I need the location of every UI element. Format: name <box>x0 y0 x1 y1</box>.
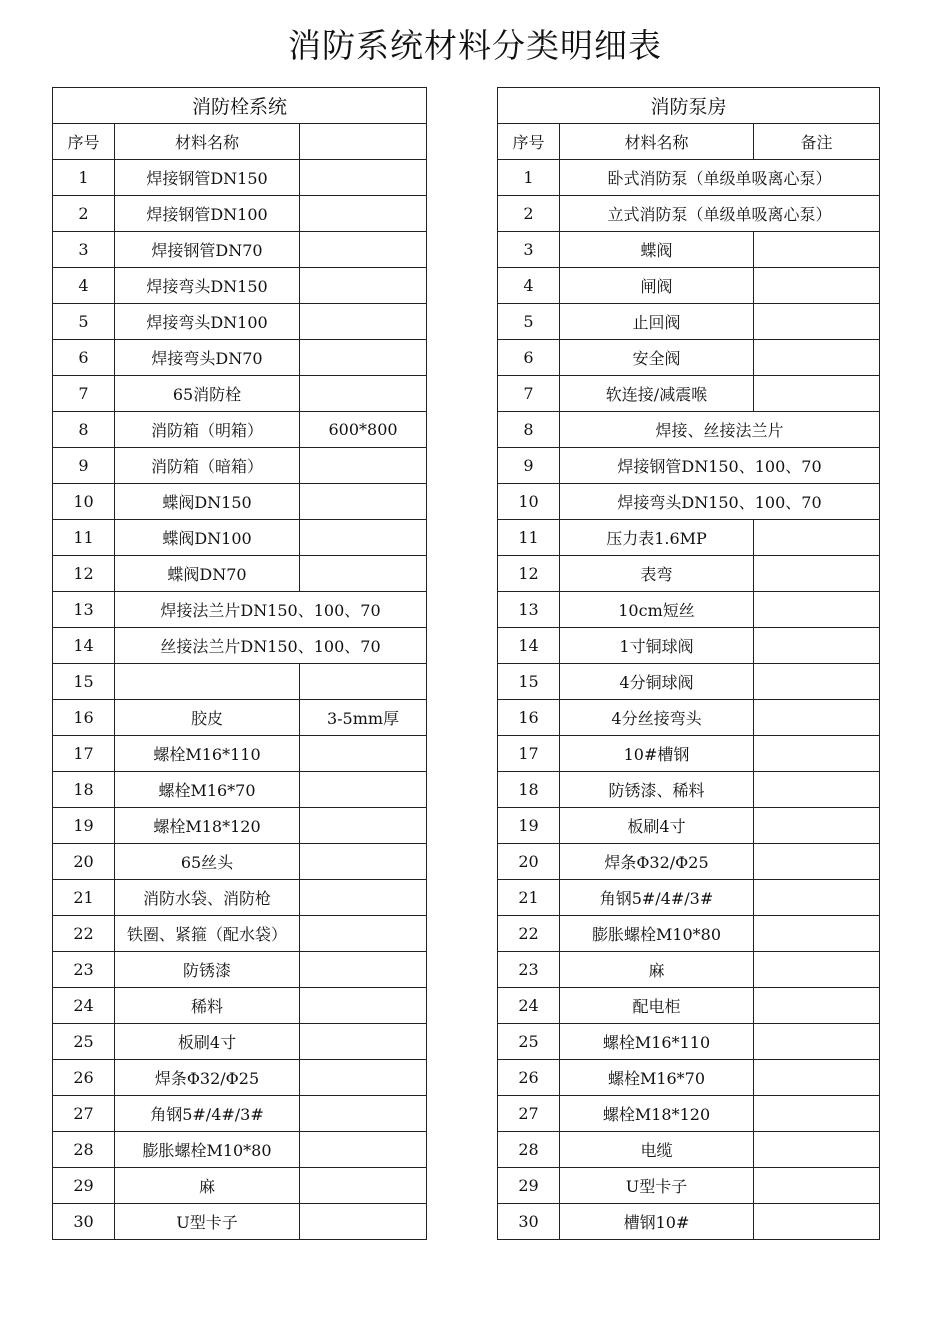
table-row <box>498 736 880 772</box>
material-note <box>300 988 427 1024</box>
row-number: 23 <box>498 952 560 988</box>
material-note <box>300 1096 427 1132</box>
material-name: 软连接/减震喉 <box>560 376 754 412</box>
table-row <box>498 628 880 664</box>
row-number: 28 <box>53 1132 115 1168</box>
material-name: 焊接、丝接法兰片 <box>560 412 880 448</box>
row-number: 9 <box>53 448 115 484</box>
table-row <box>498 1096 880 1132</box>
material-name: 槽钢10# <box>560 1204 754 1240</box>
table-row <box>498 412 880 448</box>
section-header-row <box>498 88 880 124</box>
row-number: 21 <box>498 880 560 916</box>
material-name: 蝶阀DN150 <box>115 484 300 520</box>
table-row <box>53 592 427 628</box>
table-row <box>498 880 880 916</box>
material-note <box>754 304 880 340</box>
material-note <box>754 772 880 808</box>
table-row <box>53 340 427 376</box>
material-name: 消防箱（明箱） <box>115 412 300 448</box>
row-number: 20 <box>498 844 560 880</box>
table-row <box>498 160 880 196</box>
material-note <box>300 268 427 304</box>
table-row <box>53 988 427 1024</box>
material-note <box>300 340 427 376</box>
row-number: 2 <box>53 196 115 232</box>
material-name: 4分铜球阀 <box>560 664 754 700</box>
material-name: 立式消防泵（单级单吸离心泵） <box>560 196 880 232</box>
row-number: 20 <box>53 844 115 880</box>
row-number: 3 <box>53 232 115 268</box>
table-row <box>53 700 427 736</box>
table-row <box>498 700 880 736</box>
row-number: 29 <box>498 1168 560 1204</box>
row-number: 13 <box>498 592 560 628</box>
material-name: 螺栓M16*110 <box>560 1024 754 1060</box>
material-note <box>300 484 427 520</box>
material-name: 焊接法兰片DN150、100、70 <box>115 592 427 628</box>
table-row <box>53 916 427 952</box>
material-name: 65消防栓 <box>115 376 300 412</box>
material-note <box>300 664 427 700</box>
row-number: 12 <box>498 556 560 592</box>
table-row <box>53 520 427 556</box>
material-note <box>300 196 427 232</box>
material-name: 防锈漆、稀料 <box>560 772 754 808</box>
row-number: 28 <box>498 1132 560 1168</box>
row-number: 18 <box>498 772 560 808</box>
table-row <box>53 808 427 844</box>
material-name: 焊接钢管DN150 <box>115 160 300 196</box>
material-note <box>300 556 427 592</box>
table-row <box>53 232 427 268</box>
material-note: 600*800 <box>300 412 427 448</box>
material-note <box>300 916 427 952</box>
row-number: 10 <box>498 484 560 520</box>
table-row <box>498 916 880 952</box>
material-note <box>754 1024 880 1060</box>
table-row <box>53 412 427 448</box>
material-note <box>754 916 880 952</box>
material-note <box>754 736 880 772</box>
material-name: 焊接弯头DN70 <box>115 340 300 376</box>
material-note <box>754 880 880 916</box>
table-row <box>53 1060 427 1096</box>
material-note <box>754 844 880 880</box>
table-row <box>53 736 427 772</box>
table-row <box>498 304 880 340</box>
table-row <box>53 268 427 304</box>
material-note <box>300 376 427 412</box>
material-note <box>754 1096 880 1132</box>
material-name: 焊接弯头DN150 <box>115 268 300 304</box>
column-header-row <box>498 124 880 160</box>
material-name: 螺栓M18*120 <box>560 1096 754 1132</box>
row-number: 17 <box>53 736 115 772</box>
row-number: 22 <box>53 916 115 952</box>
material-note <box>754 988 880 1024</box>
material-name: 膨胀螺栓M10*80 <box>115 1132 300 1168</box>
table-row <box>53 376 427 412</box>
col-header-name: 材料名称 <box>560 124 754 160</box>
material-note <box>754 1132 880 1168</box>
row-number: 11 <box>498 520 560 556</box>
row-number: 16 <box>498 700 560 736</box>
material-note <box>300 1204 427 1240</box>
material-note <box>754 520 880 556</box>
table-row <box>498 520 880 556</box>
material-note <box>300 736 427 772</box>
material-note <box>754 1204 880 1240</box>
material-name: 10cm短丝 <box>560 592 754 628</box>
section-title: 消防泵房 <box>498 88 880 124</box>
material-note <box>300 952 427 988</box>
row-number: 5 <box>498 304 560 340</box>
table-row <box>53 448 427 484</box>
table-row <box>53 196 427 232</box>
table-row <box>53 880 427 916</box>
material-note <box>754 1168 880 1204</box>
material-name: 表弯 <box>560 556 754 592</box>
page-title: 消防系统材料分类明细表 <box>288 26 662 65</box>
table-row <box>53 628 427 664</box>
row-number: 30 <box>53 1204 115 1240</box>
material-name: 1寸铜球阀 <box>560 628 754 664</box>
material-note <box>300 160 427 196</box>
material-note <box>300 880 427 916</box>
row-number: 24 <box>498 988 560 1024</box>
material-name: 稀料 <box>115 988 300 1024</box>
row-number: 30 <box>498 1204 560 1240</box>
material-note <box>300 1168 427 1204</box>
material-name: 止回阀 <box>560 304 754 340</box>
material-name: 卧式消防泵（单级单吸离心泵） <box>560 160 880 196</box>
table-row <box>498 1060 880 1096</box>
row-number: 23 <box>53 952 115 988</box>
table-row <box>498 484 880 520</box>
row-number: 29 <box>53 1168 115 1204</box>
material-note <box>300 1132 427 1168</box>
material-name: 焊接钢管DN150、100、70 <box>560 448 880 484</box>
material-name: 焊接钢管DN100 <box>115 196 300 232</box>
material-note <box>300 232 427 268</box>
row-number: 4 <box>498 268 560 304</box>
material-name: 蝶阀DN100 <box>115 520 300 556</box>
material-name: 麻 <box>560 952 754 988</box>
table-row <box>53 1132 427 1168</box>
row-number: 15 <box>53 664 115 700</box>
row-number: 4 <box>53 268 115 304</box>
col-header-note: 备注 <box>754 124 880 160</box>
table-row <box>498 556 880 592</box>
material-name: 焊条Φ32/Φ25 <box>115 1060 300 1096</box>
table-row <box>53 304 427 340</box>
material-name: U型卡子 <box>560 1168 754 1204</box>
table-row <box>498 268 880 304</box>
row-number: 3 <box>498 232 560 268</box>
table-row <box>53 1168 427 1204</box>
row-number: 19 <box>53 808 115 844</box>
material-name: 65丝头 <box>115 844 300 880</box>
material-name: 铁圈、紧箍（配水袋） <box>115 916 300 952</box>
row-number: 1 <box>53 160 115 196</box>
material-note <box>300 1024 427 1060</box>
table-row <box>53 952 427 988</box>
material-note <box>300 304 427 340</box>
row-number: 25 <box>53 1024 115 1060</box>
material-note <box>300 448 427 484</box>
material-name: 胶皮 <box>115 700 300 736</box>
material-name: 螺栓M16*70 <box>560 1060 754 1096</box>
pump-room-table <box>497 87 880 1240</box>
material-name: 焊接弯头DN150、100、70 <box>560 484 880 520</box>
table-row <box>498 448 880 484</box>
row-number: 7 <box>498 376 560 412</box>
material-note <box>754 232 880 268</box>
table-row <box>498 232 880 268</box>
row-number: 19 <box>498 808 560 844</box>
row-number: 21 <box>53 880 115 916</box>
material-name: U型卡子 <box>115 1204 300 1240</box>
row-number: 18 <box>53 772 115 808</box>
material-name <box>115 664 300 700</box>
table-row <box>498 376 880 412</box>
table-row <box>498 952 880 988</box>
material-name: 配电柜 <box>560 988 754 1024</box>
material-note <box>754 556 880 592</box>
row-number: 25 <box>498 1024 560 1060</box>
col-header-no: 序号 <box>498 124 560 160</box>
table-row <box>53 484 427 520</box>
material-note: 3-5mm厚 <box>300 700 427 736</box>
table-row <box>498 196 880 232</box>
material-name: 螺栓M18*120 <box>115 808 300 844</box>
material-name: 板刷4寸 <box>115 1024 300 1060</box>
material-name: 压力表1.6MP <box>560 520 754 556</box>
material-name: 板刷4寸 <box>560 808 754 844</box>
material-name: 闸阀 <box>560 268 754 304</box>
row-number: 26 <box>53 1060 115 1096</box>
row-number: 22 <box>498 916 560 952</box>
table-row <box>53 844 427 880</box>
table-row <box>498 772 880 808</box>
table-row <box>498 1132 880 1168</box>
material-name: 焊接弯头DN100 <box>115 304 300 340</box>
table-row <box>498 1204 880 1240</box>
table-row <box>53 1204 427 1240</box>
table-row <box>498 988 880 1024</box>
section-title: 消防栓系统 <box>53 88 427 124</box>
material-name: 消防水袋、消防枪 <box>115 880 300 916</box>
row-number: 7 <box>53 376 115 412</box>
row-number: 8 <box>53 412 115 448</box>
table-row <box>498 592 880 628</box>
material-note <box>300 520 427 556</box>
material-note <box>754 1060 880 1096</box>
material-note <box>754 952 880 988</box>
material-note <box>754 340 880 376</box>
row-number: 6 <box>498 340 560 376</box>
material-name: 角钢5#/4#/3# <box>115 1096 300 1132</box>
row-number: 27 <box>498 1096 560 1132</box>
material-name: 膨胀螺栓M10*80 <box>560 916 754 952</box>
table-row <box>498 1024 880 1060</box>
row-number: 14 <box>53 628 115 664</box>
material-note <box>754 592 880 628</box>
row-number: 12 <box>53 556 115 592</box>
material-name: 电缆 <box>560 1132 754 1168</box>
table-row <box>53 1024 427 1060</box>
row-number: 10 <box>53 484 115 520</box>
row-number: 14 <box>498 628 560 664</box>
material-name: 消防箱（暗箱） <box>115 448 300 484</box>
material-name: 4分丝接弯头 <box>560 700 754 736</box>
row-number: 11 <box>53 520 115 556</box>
table-row <box>53 772 427 808</box>
row-number: 17 <box>498 736 560 772</box>
material-note <box>300 772 427 808</box>
row-number: 5 <box>53 304 115 340</box>
material-name: 麻 <box>115 1168 300 1204</box>
material-note <box>754 664 880 700</box>
row-number: 8 <box>498 412 560 448</box>
row-number: 27 <box>53 1096 115 1132</box>
section-header-row <box>53 88 427 124</box>
table-row <box>498 340 880 376</box>
table-row <box>53 1096 427 1132</box>
table-row <box>53 664 427 700</box>
table-row <box>498 844 880 880</box>
material-name: 螺栓M16*70 <box>115 772 300 808</box>
col-header-no: 序号 <box>53 124 115 160</box>
material-name: 蝶阀DN70 <box>115 556 300 592</box>
row-number: 9 <box>498 448 560 484</box>
material-name: 安全阀 <box>560 340 754 376</box>
material-note <box>754 376 880 412</box>
table-row <box>498 664 880 700</box>
material-name: 10#槽钢 <box>560 736 754 772</box>
row-number: 1 <box>498 160 560 196</box>
table-row <box>53 160 427 196</box>
hydrant-system-table <box>52 87 427 1240</box>
col-header-name: 材料名称 <box>115 124 300 160</box>
row-number: 26 <box>498 1060 560 1096</box>
material-note <box>754 808 880 844</box>
material-note <box>754 700 880 736</box>
table-row <box>53 556 427 592</box>
row-number: 2 <box>498 196 560 232</box>
material-note <box>300 1060 427 1096</box>
material-name: 丝接法兰片DN150、100、70 <box>115 628 427 664</box>
material-name: 防锈漆 <box>115 952 300 988</box>
column-header-row <box>53 124 427 160</box>
row-number: 13 <box>53 592 115 628</box>
row-number: 6 <box>53 340 115 376</box>
material-note <box>754 268 880 304</box>
material-note <box>300 808 427 844</box>
material-name: 蝶阀 <box>560 232 754 268</box>
material-note <box>754 628 880 664</box>
material-note <box>300 844 427 880</box>
row-number: 24 <box>53 988 115 1024</box>
table-row <box>498 808 880 844</box>
material-name: 焊条Φ32/Φ25 <box>560 844 754 880</box>
material-name: 螺栓M16*110 <box>115 736 300 772</box>
table-row <box>498 1168 880 1204</box>
material-name: 角钢5#/4#/3# <box>560 880 754 916</box>
row-number: 15 <box>498 664 560 700</box>
material-name: 焊接钢管DN70 <box>115 232 300 268</box>
col-header-note <box>300 124 427 160</box>
row-number: 16 <box>53 700 115 736</box>
